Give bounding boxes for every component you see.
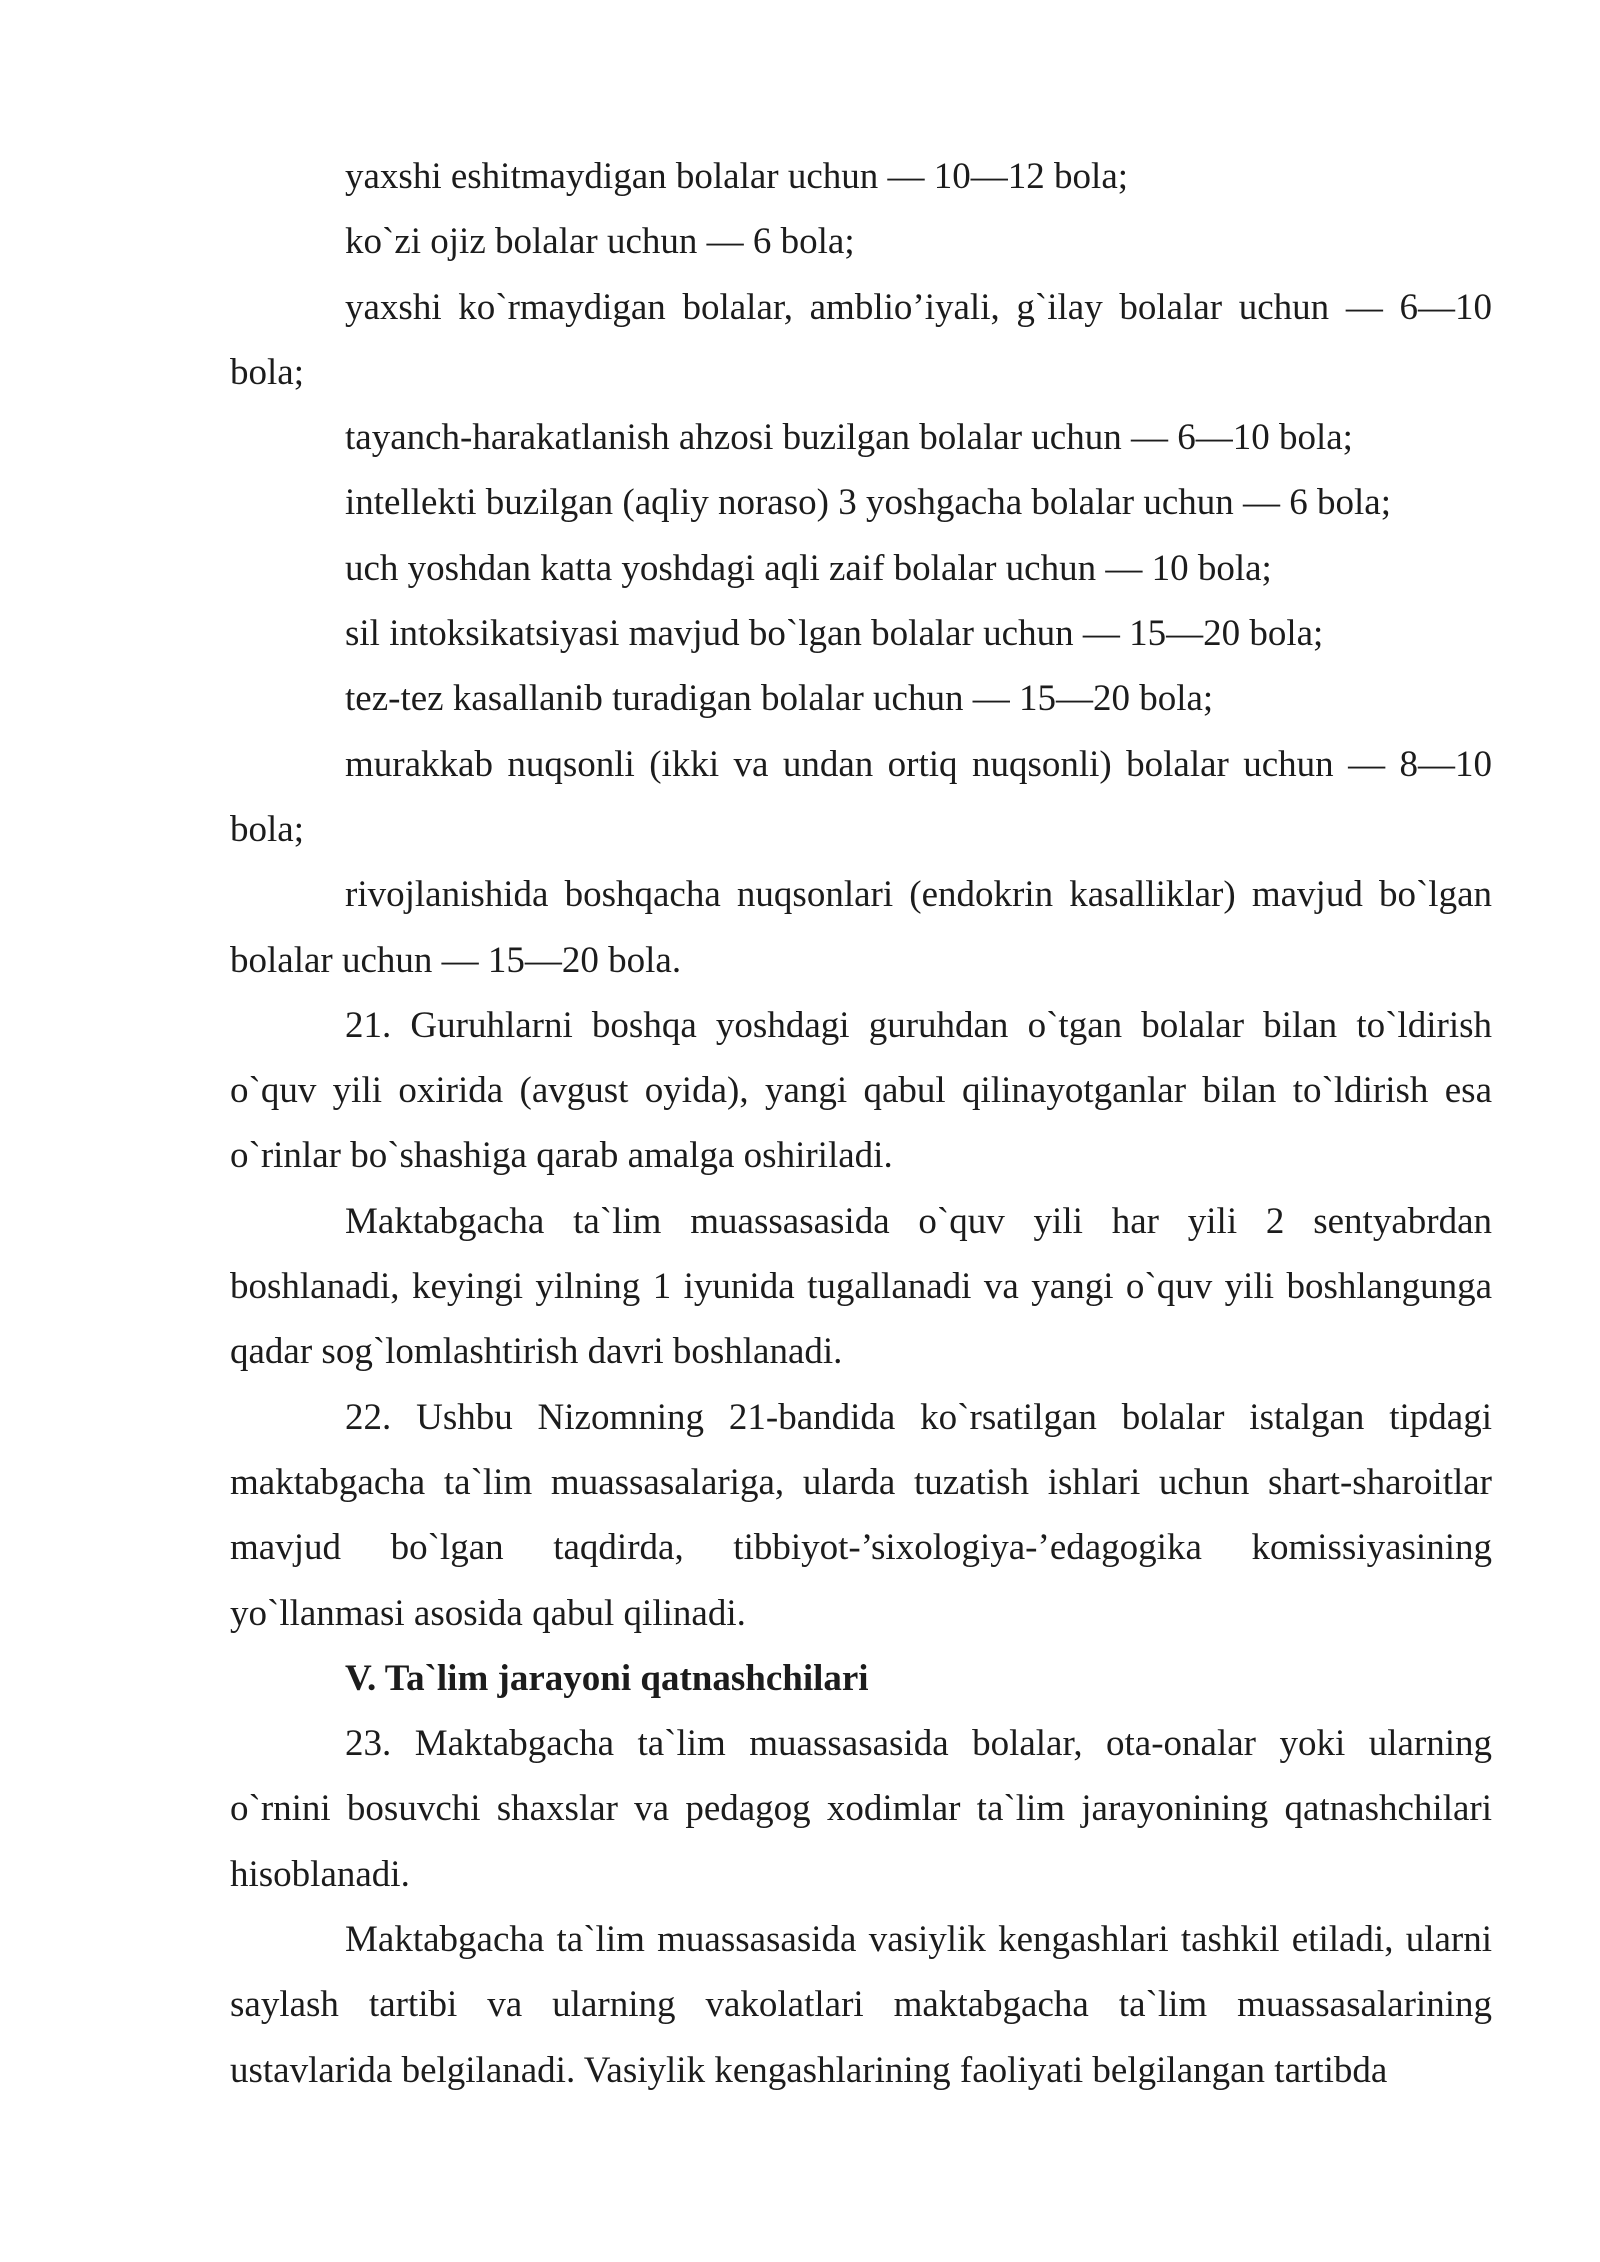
paragraph: intellekti buzilgan (aqliy noraso) 3 yoshgacha bolalar uchun — 6 bola; bbox=[345, 482, 1391, 524]
document-page bbox=[230, 144, 1492, 2103]
paragraph: murakkab nuqsonli (ikki va undan ortiq nuqsonli) bolalar uchun — 8—10 bola; bbox=[230, 743, 1492, 850]
paragraph: tayanch-harakatlanish ahzosi buzilgan bolalar uchun — 6—10 bola; bbox=[345, 417, 1353, 459]
paragraph: 22. Ushbu Nizomning 21-bandida ko`rsatilgan bolalar istalgan tipdagi maktabgacha ta`lim muassasalariga, ularda tuzatish ishlari uchun shart-sharoitlar mavjud bo`lgan taqdirda, tibbiyot-’sixologiya-’edagogika komissiyasining yo`llanmasi asosida qabul qilinadi. bbox=[230, 1396, 1492, 1634]
paragraph: 23. Maktabgacha ta`lim muassasasida bolalar, ota-onalar yoki ularning o`rnini bosuvchi shaxslar va pedagog xodimlar ta`lim jarayonining qatnashchilari hisoblanadi. bbox=[230, 1723, 1492, 1895]
paragraph: tez-tez kasallanib turadigan bolalar uchun — 15—20 bola; bbox=[345, 678, 1214, 720]
paragraph: yaxshi ko`rmaydigan bolalar, amblio’iyali, g`ilay bolalar uchun — 6—10 bola; bbox=[230, 286, 1492, 393]
paragraph: Maktabgacha ta`lim muassasasida o`quv yili har yili 2 sentyabrdan boshlanadi, keyingi yilning 1 iyunida tugallanadi va yangi o`quv yili boshlangunga qadar sog`lomlashtirish davri boshlanadi. bbox=[230, 1200, 1492, 1373]
paragraph: sil intoksikatsiyasi mavjud bo`lgan bolalar uchun — 15—20 bola; bbox=[345, 613, 1324, 655]
paragraph: Maktabgacha ta`lim muassasasida vasiylik kengashlari tashkil etiladi, ularni saylash tartibi va ularning vakolatlari maktabgacha ta`lim muassasalarining ustavlarida belgilanadi. Vasiylik kengashlarining faoliyati belgilangan tartibda bbox=[230, 1919, 1492, 2091]
paragraph: uch yoshdan katta yoshdagi aqli zaif bolalar uchun — 10 bola; bbox=[345, 547, 1272, 589]
paragraph: yaxshi eshitmaydigan bolalar uchun — 10—12 bola; bbox=[345, 156, 1129, 197]
paragraph: 21. Guruhlarni boshqa yoshdagi guruhdan o`tgan bolalar bilan to`ldirish o`quv yili oxirida (avgust oyida), yangi qabul qilinayotganlar bilan to`ldirish esa o`rinlar bo`shashiga qarab amalga oshiriladi. bbox=[230, 1004, 1492, 1177]
paragraph: ko`zi ojiz bolalar uchun — 6 bola; bbox=[345, 221, 855, 263]
paragraph: rivojlanishida boshqacha nuqsonlari (endokrin kasalliklar) mavjud bo`lgan bolalar uchun — 15—20 bola. bbox=[230, 874, 1492, 981]
section-heading: V. Ta`lim jarayoni qatnashchilari bbox=[345, 1657, 869, 1699]
